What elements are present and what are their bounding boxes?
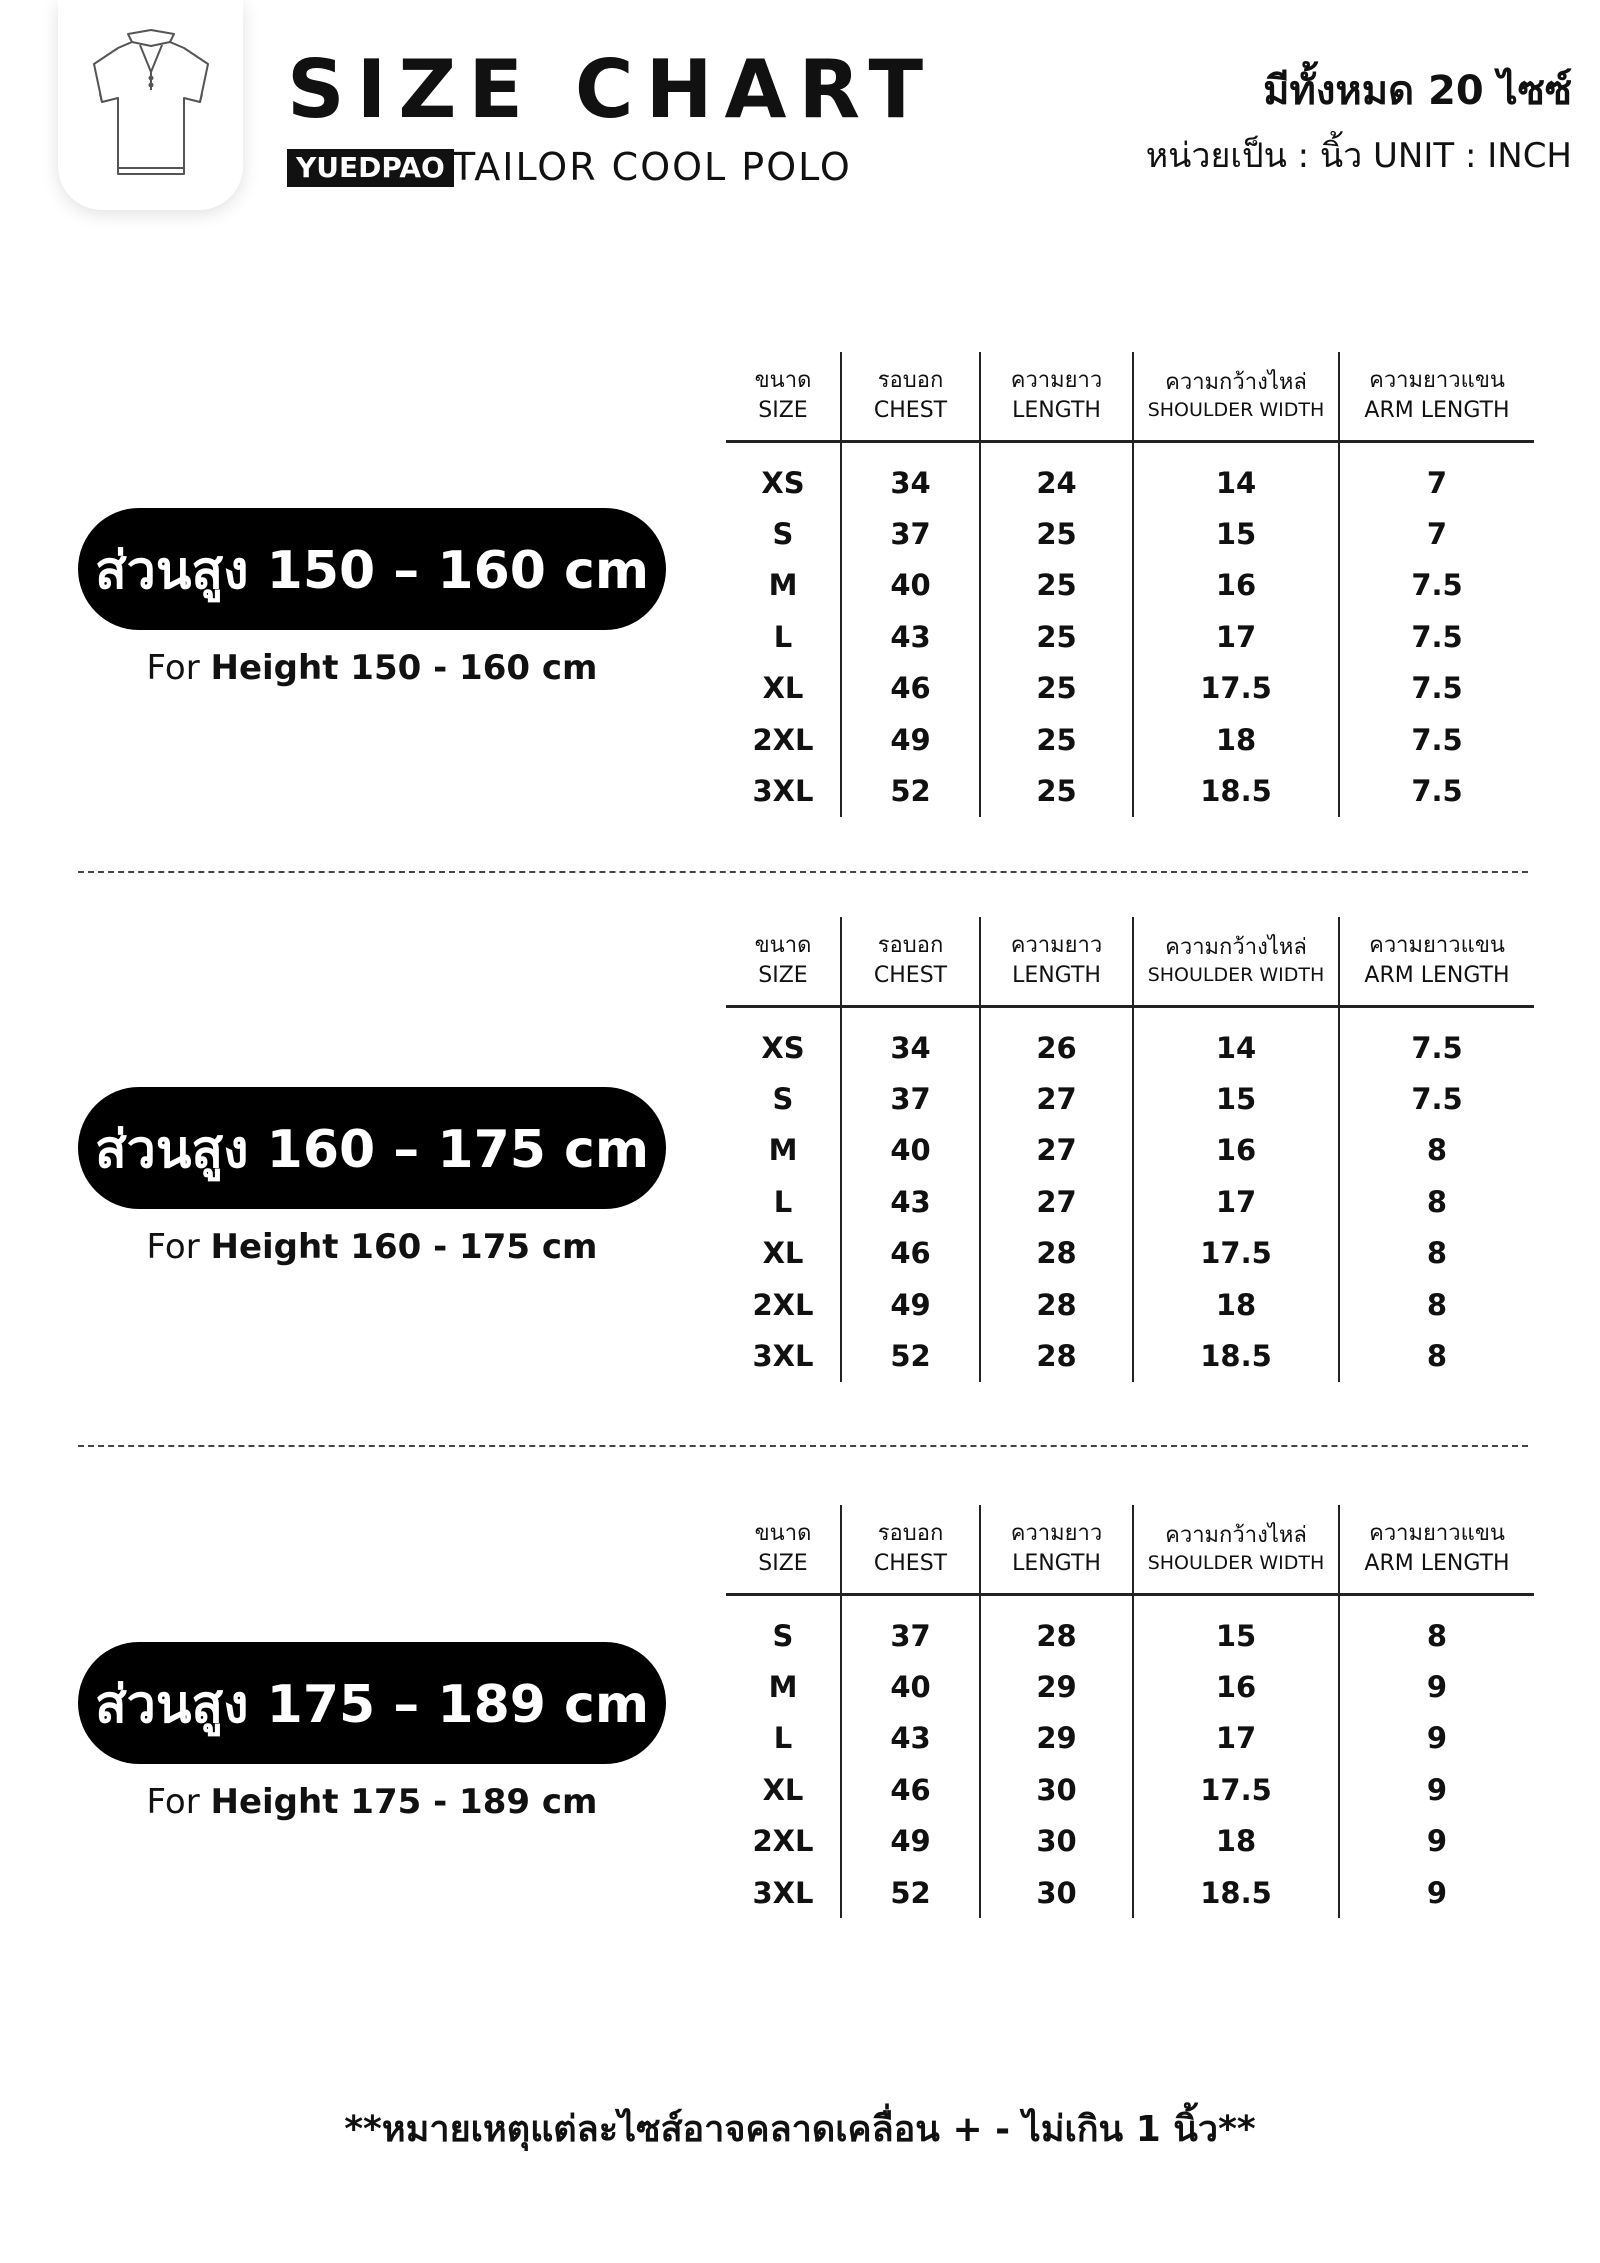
height-pill: ส่วนสูง 175 – 189 cm (78, 1642, 666, 1764)
cell-size: S (772, 517, 794, 552)
for-height-range: Height 160 - 175 cm (210, 1227, 598, 1267)
cell-arm: 7 (1339, 442, 1534, 509)
cell-arm: 7.5 (1339, 1073, 1534, 1124)
cell-arm: 7.5 (1339, 765, 1534, 816)
column-header-shoulder (1133, 352, 1339, 442)
cell-arm: 8 (1339, 1330, 1534, 1381)
cell-size: M (768, 1133, 798, 1168)
column-header-thai: รอบอก (877, 1521, 944, 1547)
table-row (726, 1330, 1534, 1381)
column-header-arm (1339, 917, 1534, 1007)
footnote: **หมายเหตุแต่ละไซส์อาจคลาดเคลื่อน + - ไม่เกิน 1 นิ้ว** (344, 2109, 1256, 2150)
for-label: For (146, 1782, 200, 1822)
cell-chest: 49 (841, 1279, 980, 1330)
cell-arm: 9 (1339, 1867, 1534, 1918)
column-header-size (726, 352, 841, 442)
cell-length: 27 (980, 1176, 1133, 1227)
cell-length: 29 (980, 1661, 1133, 1712)
cell-shoulder: 17 (1133, 1713, 1339, 1764)
cell-length: 30 (980, 1867, 1133, 1918)
cell-arm: 8 (1339, 1228, 1534, 1279)
table-header-row (726, 917, 1534, 1007)
size-table (726, 1505, 1534, 1918)
cell-length: 28 (980, 1595, 1133, 1662)
column-header-english: SIZE (758, 963, 808, 988)
cell-length: 30 (980, 1764, 1133, 1815)
cell-shoulder: 17.5 (1133, 663, 1339, 714)
table-row (726, 1073, 1534, 1124)
column-header-thai: ขนาด (754, 368, 812, 394)
cell-shoulder: 14 (1133, 442, 1339, 509)
table-header-row (726, 352, 1534, 442)
cell-chest: 46 (841, 663, 980, 714)
for-height-caption (78, 1782, 666, 1822)
table-row (726, 765, 1534, 816)
table-row (726, 1764, 1534, 1815)
cell-shoulder: 15 (1133, 1595, 1339, 1662)
table-row (726, 442, 1534, 509)
column-header-english: ARM LENGTH (1364, 398, 1510, 423)
cell-chest: 46 (841, 1228, 980, 1279)
column-header-chest (841, 917, 980, 1007)
cell-arm: 7.5 (1339, 1007, 1534, 1074)
column-header-english: LENGTH (1012, 963, 1101, 988)
column-header-size (726, 917, 841, 1007)
cell-size: M (768, 568, 798, 603)
size-table (726, 352, 1534, 817)
for-height-caption (78, 648, 666, 688)
for-height-range: Height 175 - 189 cm (210, 1782, 598, 1822)
section-divider (78, 871, 1528, 873)
cell-size: 2XL (752, 722, 814, 757)
cell-chest: 52 (841, 1867, 980, 1918)
cell-length: 25 (980, 611, 1133, 662)
cell-size: 2XL (752, 1824, 814, 1859)
page-title: SIZE CHART (287, 43, 936, 136)
cell-shoulder: 18 (1133, 714, 1339, 765)
column-header-shoulder (1133, 917, 1339, 1007)
cell-arm: 7 (1339, 508, 1534, 559)
cell-chest: 37 (841, 1595, 980, 1662)
cell-size: 3XL (752, 774, 814, 809)
cell-length: 25 (980, 508, 1133, 559)
table-row (726, 1228, 1534, 1279)
cell-size: L (773, 1721, 793, 1756)
table-row (726, 714, 1534, 765)
cell-size: S (772, 1618, 794, 1653)
column-header-thai: ความยาวแขน (1369, 1521, 1505, 1547)
table-row (726, 508, 1534, 559)
cell-chest: 34 (841, 442, 980, 509)
cell-length: 27 (980, 1073, 1133, 1124)
cell-arm: 7.5 (1339, 560, 1534, 611)
column-header-english: LENGTH (1012, 1551, 1101, 1576)
column-header-english: SIZE (758, 398, 808, 423)
cell-arm: 8 (1339, 1125, 1534, 1176)
table-row (726, 1816, 1534, 1867)
column-header-size (726, 1505, 841, 1595)
column-header-english: ARM LENGTH (1364, 1551, 1510, 1576)
cell-size: XL (762, 1236, 804, 1271)
cell-chest: 43 (841, 1176, 980, 1227)
cell-size: L (773, 619, 793, 654)
cell-length: 25 (980, 765, 1133, 816)
column-header-thai: ความกว้างไหล่ (1165, 935, 1307, 961)
cell-arm: 8 (1339, 1279, 1534, 1330)
column-header-arm (1339, 352, 1534, 442)
height-pill: ส่วนสูง 160 – 175 cm (78, 1087, 666, 1209)
column-header-thai: รอบอก (877, 933, 944, 959)
column-header-thai: ความยาว (1010, 368, 1103, 394)
column-header-thai: ความยาวแขน (1369, 933, 1505, 959)
column-header-thai: ขนาด (754, 933, 812, 959)
cell-shoulder: 16 (1133, 1661, 1339, 1712)
cell-shoulder: 17.5 (1133, 1228, 1339, 1279)
cell-size: 3XL (752, 1339, 814, 1374)
cell-arm: 8 (1339, 1176, 1534, 1227)
column-header-chest (841, 1505, 980, 1595)
table-row (726, 1176, 1534, 1227)
cell-chest: 52 (841, 765, 980, 816)
product-name: TAILOR COOL POLO (452, 145, 852, 189)
total-sizes: มีทั้งหมด 20 ไซซ์ (1263, 68, 1572, 114)
cell-arm: 9 (1339, 1816, 1534, 1867)
table-row (726, 1007, 1534, 1074)
cell-chest: 43 (841, 1713, 980, 1764)
cell-shoulder: 18.5 (1133, 765, 1339, 816)
table-row (726, 1713, 1534, 1764)
cell-length: 30 (980, 1816, 1133, 1867)
cell-chest: 37 (841, 508, 980, 559)
cell-chest: 40 (841, 560, 980, 611)
cell-chest: 34 (841, 1007, 980, 1074)
column-header-thai: รอบอก (877, 368, 944, 394)
cell-chest: 40 (841, 1125, 980, 1176)
cell-arm: 9 (1339, 1764, 1534, 1815)
cell-shoulder: 17.5 (1133, 1764, 1339, 1815)
cell-chest: 52 (841, 1330, 980, 1381)
column-header-thai: ขนาด (754, 1521, 812, 1547)
column-header-english: SHOULDER WIDTH (1147, 1552, 1325, 1575)
cell-shoulder: 16 (1133, 1125, 1339, 1176)
table-row (726, 1661, 1534, 1712)
column-header-english: CHEST (873, 1551, 948, 1576)
product-icon-card (58, 0, 243, 210)
cell-size: 2XL (752, 1287, 814, 1322)
cell-chest: 43 (841, 611, 980, 662)
column-header-thai: ความยาวแขน (1369, 368, 1505, 394)
column-header-english: ARM LENGTH (1364, 963, 1510, 988)
column-header-english: LENGTH (1012, 398, 1101, 423)
section-divider (78, 1445, 1528, 1447)
for-height-range: Height 150 - 160 cm (210, 648, 598, 688)
cell-length: 25 (980, 663, 1133, 714)
cell-chest: 40 (841, 1661, 980, 1712)
cell-length: 26 (980, 1007, 1133, 1074)
unit-label: หน่วยเป็น : นิ้ว UNIT : INCH (1145, 136, 1572, 176)
cell-length: 27 (980, 1125, 1133, 1176)
cell-size: XL (762, 1772, 804, 1807)
table-row (726, 663, 1534, 714)
for-label: For (146, 648, 200, 688)
polo-shirt-icon (88, 28, 214, 180)
column-header-thai: ความกว้างไหล่ (1165, 370, 1307, 396)
column-header-english: CHEST (873, 963, 948, 988)
cell-length: 25 (980, 560, 1133, 611)
cell-shoulder: 15 (1133, 508, 1339, 559)
cell-length: 29 (980, 1713, 1133, 1764)
column-header-chest (841, 352, 980, 442)
cell-arm: 8 (1339, 1595, 1534, 1662)
column-header-thai: ความยาว (1010, 1521, 1103, 1547)
cell-size: M (768, 1670, 798, 1705)
column-header-length (980, 917, 1133, 1007)
cell-length: 28 (980, 1279, 1133, 1330)
cell-length: 25 (980, 714, 1133, 765)
column-header-english: SHOULDER WIDTH (1147, 964, 1325, 987)
cell-shoulder: 14 (1133, 1007, 1339, 1074)
size-table (726, 917, 1534, 1382)
cell-shoulder: 18 (1133, 1279, 1339, 1330)
cell-length: 28 (980, 1228, 1133, 1279)
cell-shoulder: 15 (1133, 1073, 1339, 1124)
cell-chest: 49 (841, 714, 980, 765)
cell-arm: 9 (1339, 1713, 1534, 1764)
cell-arm: 7.5 (1339, 714, 1534, 765)
brand-badge: YUEDPAO (287, 149, 454, 187)
cell-size: XS (761, 465, 805, 500)
column-header-length (980, 1505, 1133, 1595)
table-row (726, 560, 1534, 611)
cell-chest: 49 (841, 1816, 980, 1867)
column-header-english: CHEST (873, 398, 948, 423)
table-row (726, 1279, 1534, 1330)
for-height-caption (78, 1227, 666, 1267)
table-header-row (726, 1505, 1534, 1595)
cell-length: 24 (980, 442, 1133, 509)
cell-size: S (772, 1082, 794, 1117)
column-header-length (980, 352, 1133, 442)
table-row (726, 1867, 1534, 1918)
cell-shoulder: 17 (1133, 611, 1339, 662)
column-header-thai: ความยาว (1010, 933, 1103, 959)
cell-arm: 9 (1339, 1661, 1534, 1712)
cell-shoulder: 16 (1133, 560, 1339, 611)
column-header-thai: ความกว้างไหล่ (1165, 1523, 1307, 1549)
cell-size: XS (761, 1030, 805, 1065)
table-row (726, 611, 1534, 662)
cell-size: XL (762, 671, 804, 706)
table-row (726, 1595, 1534, 1662)
cell-chest: 46 (841, 1764, 980, 1815)
cell-shoulder: 18 (1133, 1816, 1339, 1867)
cell-shoulder: 17 (1133, 1176, 1339, 1227)
height-pill: ส่วนสูง 150 – 160 cm (78, 508, 666, 630)
cell-arm: 7.5 (1339, 663, 1534, 714)
cell-shoulder: 18.5 (1133, 1330, 1339, 1381)
column-header-shoulder (1133, 1505, 1339, 1595)
cell-size: 3XL (752, 1875, 814, 1910)
column-header-arm (1339, 1505, 1534, 1595)
table-row (726, 1125, 1534, 1176)
cell-arm: 7.5 (1339, 611, 1534, 662)
for-label: For (146, 1227, 200, 1267)
cell-shoulder: 18.5 (1133, 1867, 1339, 1918)
cell-size: L (773, 1184, 793, 1219)
cell-length: 28 (980, 1330, 1133, 1381)
column-header-english: SIZE (758, 1551, 808, 1576)
cell-chest: 37 (841, 1073, 980, 1124)
column-header-english: SHOULDER WIDTH (1147, 399, 1325, 422)
